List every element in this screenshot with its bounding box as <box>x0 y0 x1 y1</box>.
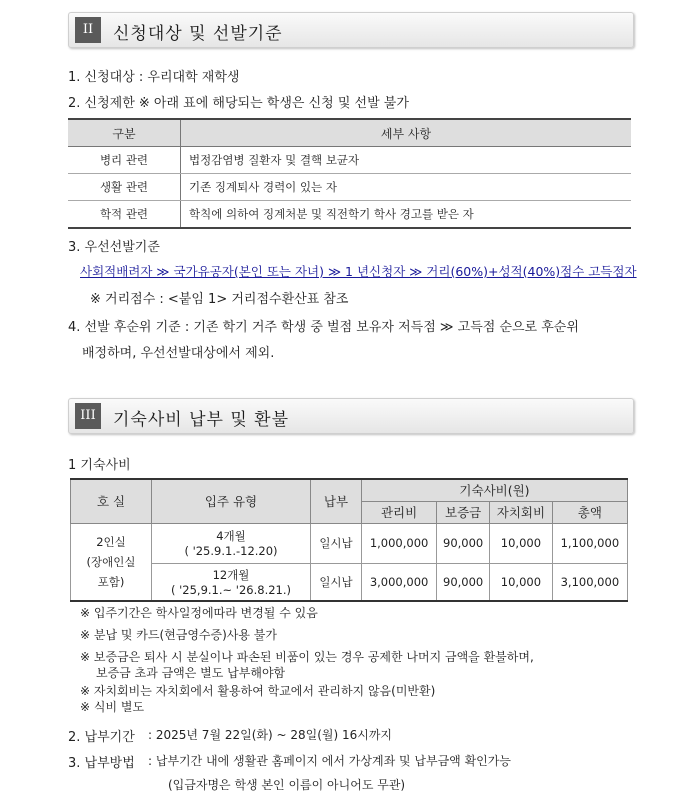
cell-management: 3,000,000 <box>362 563 437 601</box>
cell-payment: 일시납 <box>311 523 362 563</box>
table-row <box>68 174 631 201</box>
apply-restriction-line: 2. 신청제한 ※ 아래 표에 해당되는 학생은 신청 및 선발 불가 <box>68 96 409 111</box>
table-row <box>68 147 631 174</box>
cell-council-fee: 10,000 <box>490 563 553 601</box>
payment-method: : 납부기간 내에 생활관 홈페이지 에서 가상계좌 및 납부금액 확인가능 <box>148 754 511 768</box>
cell-total: 3,100,000 <box>552 563 627 601</box>
fee-subtitle: 1 기숙사비 <box>68 458 131 473</box>
table-header-row <box>71 479 628 501</box>
section-number: II <box>75 17 101 43</box>
type-dates: ( '25,9.1.~ '26.8.21.) <box>170 582 292 597</box>
type-period: 12개월 <box>212 567 250 582</box>
fee-note: ※ 자치회비는 자치회에서 활용하여 학교에서 관리하지 않음(미반환) <box>80 684 436 698</box>
cell-category: 학적 관련 <box>68 201 181 229</box>
cell-detail: 학칙에 의하여 징계처분 및 직전학기 학사 경고를 받은 자 <box>181 201 632 229</box>
type-dates: ( '25.9.1.-12.20) <box>184 544 278 558</box>
priority-title: 3. 우선선발기준 <box>68 240 160 255</box>
cell-deposit: 90,000 <box>437 523 490 563</box>
cell-deposit: 90,000 <box>437 563 490 601</box>
header-room: 호 실 <box>71 479 152 523</box>
restriction-table <box>68 118 631 229</box>
room-line: 2인실 <box>96 534 126 549</box>
cell-council-fee: 10,000 <box>490 523 553 563</box>
cell-room <box>71 523 152 601</box>
payment-method-note: (입금자명은 학생 본인 이름이 아니어도 무관) <box>168 778 406 792</box>
payment-method-label: 3. 납부방법 <box>68 756 135 771</box>
header-category: 구분 <box>68 119 181 147</box>
fee-table <box>70 478 628 602</box>
table-row <box>68 201 631 229</box>
table-header-row <box>68 119 631 147</box>
fee-note: ※ 분납 및 카드(현금영수증)사용 불가 <box>80 628 277 642</box>
fee-note: ※ 보증금은 퇴사 시 분실이나 파손된 비품이 있는 경우 공제한 나머지 금액을 환불하며, <box>80 650 534 664</box>
distance-score-note: ※ 거리점수 : <붙임 1> 거리점수환산표 참조 <box>90 292 349 307</box>
header-management: 관리비 <box>362 501 437 523</box>
header-fee: 기숙사비(원) <box>362 479 628 501</box>
header-payment: 납부 <box>311 479 362 523</box>
section-header-3 <box>68 398 634 434</box>
cell-detail: 기존 징계퇴사 경력이 있는 자 <box>181 174 632 201</box>
cell-category: 병리 관련 <box>68 147 181 174</box>
priority-criteria: 사회적배려자 ≫ 국가유공자(본인 또는 자녀) ≫ 1 년신청자 ≫ 거리(60%)+성적(40%)점수 고득점자 <box>80 264 637 279</box>
cell-type <box>152 563 311 601</box>
section-title: 신청대상 및 선발기준 <box>113 24 283 44</box>
room-line: (장애인실 <box>86 554 136 569</box>
header-deposit: 보증금 <box>437 501 490 523</box>
cell-detail: 법정감염병 질환자 및 결핵 보균자 <box>181 147 632 174</box>
low-priority-line-1: 4. 선발 후순위 기준 : 기존 학기 거주 학생 중 벌점 보유자 저득점 ≫ 고득점 순으로 후순위 <box>68 320 579 335</box>
section-title: 기숙사비 납부 및 환불 <box>113 410 290 430</box>
type-period: 4개월 <box>216 529 246 543</box>
cell-type <box>152 523 311 563</box>
cell-payment: 일시납 <box>311 563 362 601</box>
header-detail: 세부 사항 <box>181 119 632 147</box>
cell-total: 1,100,000 <box>552 523 627 563</box>
table-row <box>71 563 628 601</box>
room-line: 포함) <box>97 574 125 589</box>
section-header-2 <box>68 12 634 48</box>
section-number: III <box>75 403 101 429</box>
low-priority-line-2: 배정하며, 우선선발대상에서 제외. <box>82 346 275 361</box>
apply-target-line: 1. 신청대상 : 우리대학 재학생 <box>68 70 240 85</box>
payment-period-label: 2. 납부기간 <box>68 730 135 745</box>
fee-note: 보증금 초과 금액은 별도 납부해야함 <box>96 666 286 680</box>
header-type: 입주 유형 <box>152 479 311 523</box>
payment-period: : 2025년 7월 22일(화) ~ 28일(월) 16시까지 <box>148 728 393 742</box>
table-row <box>71 523 628 563</box>
fee-note: ※ 입주기간은 학사일정에따라 변경될 수 있음 <box>80 606 318 620</box>
cell-category: 생활 관련 <box>68 174 181 201</box>
fee-note: ※ 식비 별도 <box>80 700 145 714</box>
header-total: 총액 <box>552 501 627 523</box>
header-council-fee: 자치회비 <box>490 501 553 523</box>
cell-management: 1,000,000 <box>362 523 437 563</box>
